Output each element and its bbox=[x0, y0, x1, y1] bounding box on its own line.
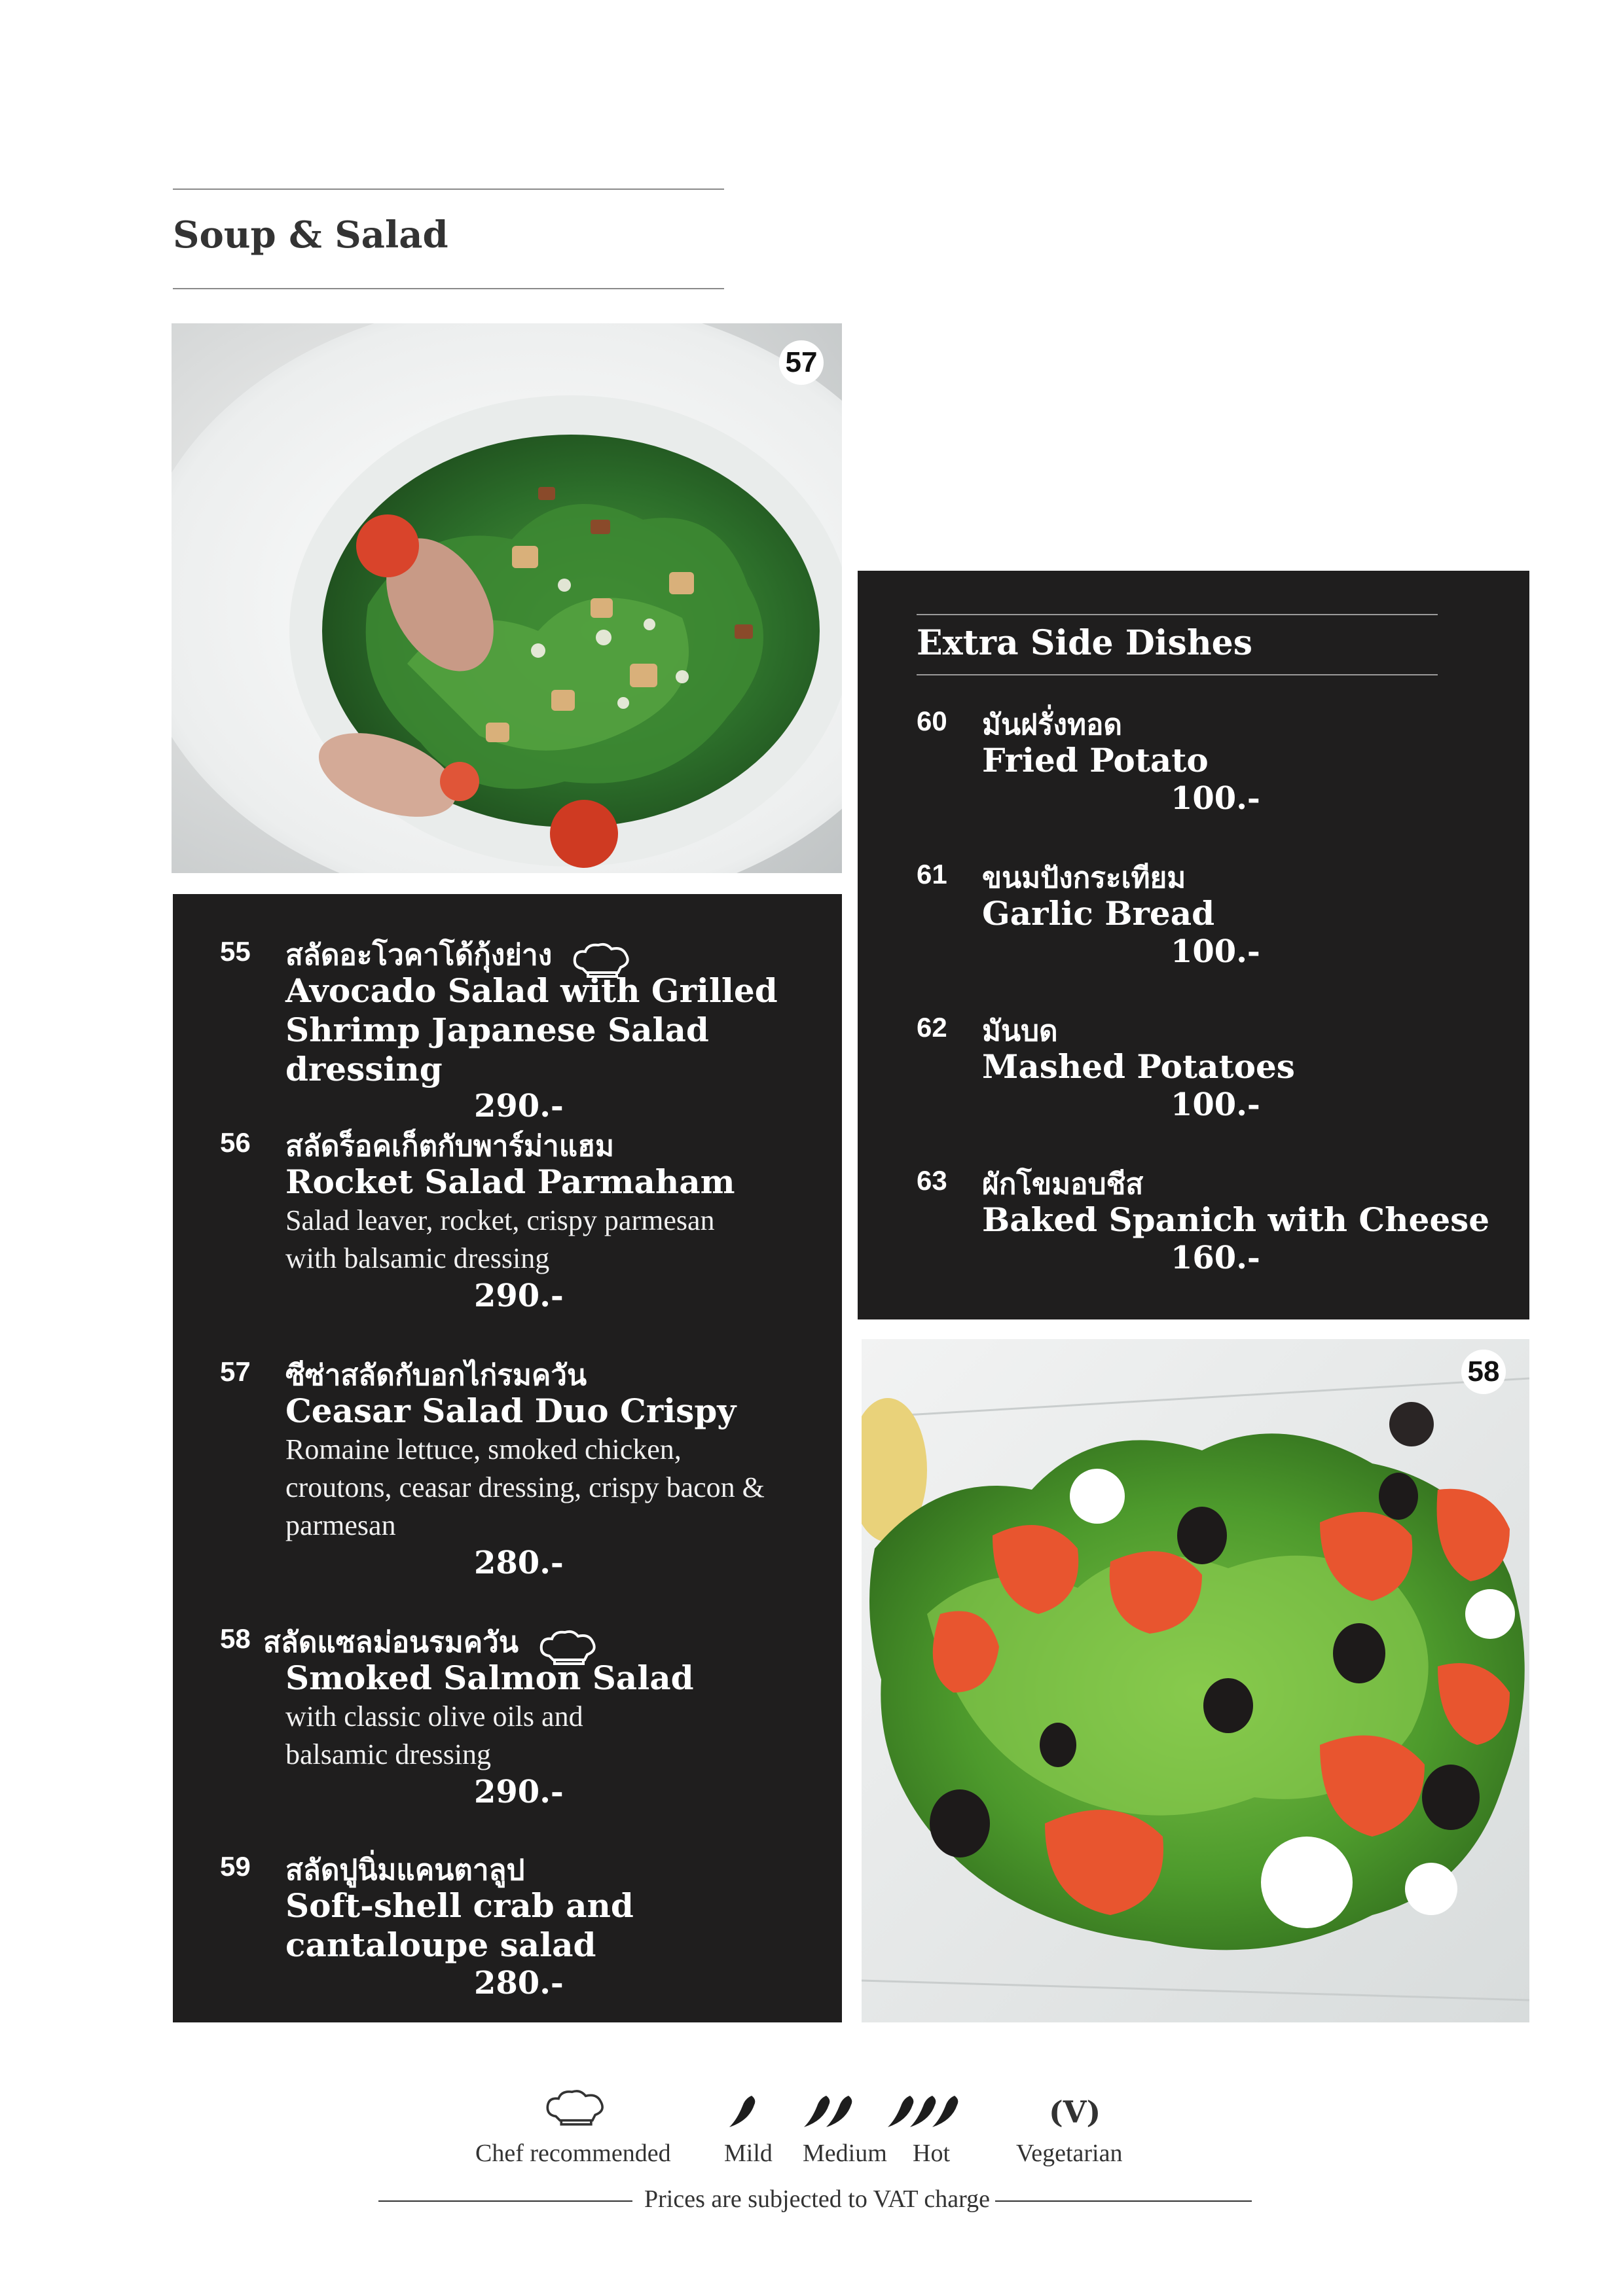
item-english-name-line1: Avocado Salad with Grilled bbox=[285, 971, 778, 1010]
item-price: 290.- bbox=[474, 1088, 564, 1124]
photo-badge-57: 57 bbox=[779, 340, 824, 385]
item-thai-name: สลัดแซลม่อนรมควัน bbox=[263, 1626, 519, 1659]
item-english-name: Baked Spanich with Cheese bbox=[982, 1200, 1490, 1239]
item-english-name-line2: cantaloupe salad bbox=[285, 1926, 596, 1964]
item-english-name: Ceasar Salad Duo Crispy bbox=[285, 1391, 737, 1430]
item-price: 160.- bbox=[1171, 1240, 1260, 1276]
chili-medium-icon bbox=[800, 2093, 856, 2132]
photo-badge-58: 58 bbox=[1461, 1350, 1506, 1394]
chili-hot-icon bbox=[884, 2093, 962, 2132]
item-english-name-line1: Soft-shell crab and bbox=[285, 1886, 634, 1925]
legend-hot-label: Hot bbox=[913, 2140, 950, 2167]
salad-menu-panel bbox=[173, 894, 842, 2022]
item-number: 60 bbox=[917, 706, 947, 736]
item-number: 57 bbox=[220, 1356, 251, 1387]
vegetarian-symbol: (V) bbox=[1049, 2094, 1101, 2130]
legend-vegetarian-label: Vegetarian bbox=[1016, 2140, 1123, 2167]
item-number: 62 bbox=[917, 1012, 947, 1043]
item-english-name: Garlic Bread bbox=[982, 894, 1215, 933]
footer-rule-right bbox=[995, 2200, 1252, 2202]
ceasar-salad-photo bbox=[172, 323, 842, 873]
item-price: 290.- bbox=[474, 1774, 564, 1810]
item-number: 55 bbox=[220, 936, 251, 967]
item-thai-name: ซีซ่าสลัดกับอกไก่รมควัน bbox=[285, 1359, 587, 1392]
smoked-salmon-salad-photo bbox=[862, 1339, 1529, 2022]
item-price: 100.- bbox=[1171, 933, 1260, 970]
item-description-line1: Romaine lettuce, smoked chicken, bbox=[285, 1433, 682, 1465]
item-description-line2: balsamic dressing bbox=[285, 1738, 492, 1770]
item-number: 63 bbox=[917, 1165, 947, 1196]
item-english-name: Rocket Salad Parmaham bbox=[285, 1162, 735, 1201]
item-price: 290.- bbox=[474, 1278, 564, 1314]
sides-top-rule bbox=[917, 614, 1438, 615]
item-thai-name: มันฝรั่งทอด bbox=[982, 708, 1122, 742]
item-thai-name: สลัดร็อคเก็ตกับพาร์ม่าแฮม bbox=[285, 1130, 614, 1163]
sides-bottom-rule bbox=[917, 674, 1438, 675]
vat-note: Prices are subjected to VAT charge bbox=[644, 2185, 990, 2213]
item-thai-name: ผักโขมอบชีส bbox=[982, 1168, 1144, 1201]
item-description-line1: Salad leaver, rocket, crispy parmesan bbox=[285, 1204, 715, 1236]
item-thai-name: มันบด bbox=[982, 1014, 1058, 1048]
item-description-line1: with classic olive oils and bbox=[285, 1700, 583, 1732]
section-top-rule bbox=[173, 188, 724, 190]
item-price: 280.- bbox=[474, 1545, 564, 1581]
item-number: 61 bbox=[917, 859, 947, 889]
item-number: 59 bbox=[220, 1851, 251, 1882]
side-dishes-panel bbox=[858, 571, 1529, 1319]
item-thai-name: สลัดปูนิ่มแคนตาลูป bbox=[285, 1854, 525, 1887]
item-thai-name: สลัดอะโวคาโด้กุ้งย่าง bbox=[285, 939, 553, 972]
item-english-name: Mashed Potatoes bbox=[982, 1047, 1295, 1086]
item-description-line3: parmesan bbox=[285, 1509, 396, 1541]
item-number: 56 bbox=[220, 1127, 251, 1158]
section-bottom-rule bbox=[173, 288, 724, 289]
item-price: 100.- bbox=[1171, 1086, 1260, 1123]
section-title: Soup & Salad bbox=[173, 213, 448, 257]
item-thai-name: ขนมปังกระเทียม bbox=[982, 861, 1186, 895]
item-price: 280.- bbox=[474, 1965, 564, 2001]
legend-mild-label: Mild bbox=[724, 2140, 773, 2167]
item-english-name: Fried Potato bbox=[982, 741, 1209, 780]
item-english-name-line2: Shrimp Japanese Salad dressing bbox=[285, 1011, 709, 1088]
legend-chef-label: Chef recommended bbox=[475, 2140, 671, 2167]
item-description-line2: with balsamic dressing bbox=[285, 1242, 550, 1274]
item-number: 58 bbox=[220, 1623, 251, 1654]
item-english-name: Smoked Salmon Salad bbox=[285, 1659, 694, 1697]
footer-rule-left bbox=[378, 2200, 632, 2202]
item-description-line2: croutons, ceasar dressing, crispy bacon & bbox=[285, 1471, 765, 1503]
legend-medium-label: Medium bbox=[803, 2140, 887, 2167]
chef-hat-icon bbox=[543, 2089, 606, 2130]
sides-title: Extra Side Dishes bbox=[917, 623, 1252, 663]
chili-mild-icon bbox=[725, 2093, 759, 2132]
item-price: 100.- bbox=[1171, 780, 1260, 817]
